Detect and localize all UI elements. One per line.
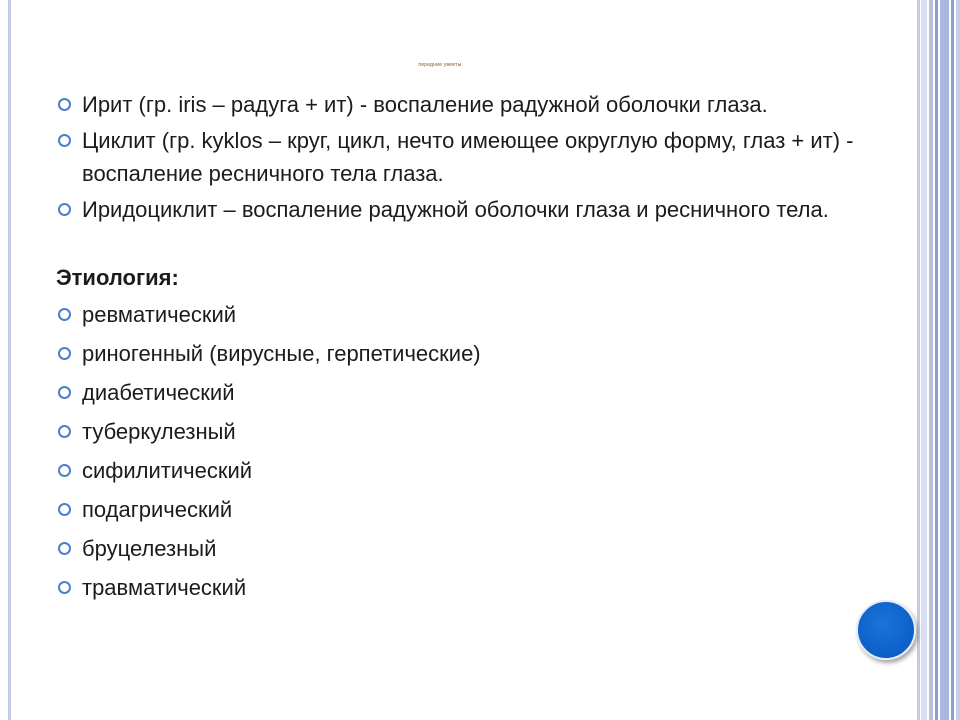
hollow-circle-bullet-icon (58, 134, 71, 147)
decor-stripe (929, 0, 933, 720)
list-item (56, 493, 886, 526)
slide-title: передние увеиты (418, 62, 462, 68)
definition-text: Иридоциклит – воспаление радужной оболочки глаза и ресничного тела. (82, 197, 829, 222)
decor-stripe (940, 0, 949, 720)
definition-text: Циклит (гр. kyklos – круг, цикл, нечто имеющее округлую форму, глаз + ит) - воспаление ресничного тела глаза. (82, 128, 854, 186)
etiology-text: подагрический (82, 497, 233, 522)
list-item (56, 337, 886, 370)
hollow-circle-bullet-icon (58, 203, 71, 216)
hollow-circle-bullet-icon (58, 98, 71, 111)
etiology-heading: Этиология: (56, 265, 179, 290)
hollow-circle-bullet-icon (58, 425, 71, 438)
decor-stripe (921, 0, 927, 720)
hollow-circle-bullet-icon (58, 308, 71, 321)
hollow-circle-bullet-icon (58, 386, 71, 399)
etiology-text: сифилитический (82, 458, 253, 483)
hollow-circle-bullet-icon (58, 347, 71, 360)
etiology-text: бруцелезный (82, 536, 217, 561)
decor-stripe (956, 0, 960, 720)
hollow-circle-bullet-icon (58, 464, 71, 477)
decor-stripe (935, 0, 938, 720)
etiology-text: диабетический (82, 380, 235, 405)
blue-circle-icon (856, 600, 916, 660)
list-item (56, 376, 886, 409)
definitions-list (56, 88, 886, 226)
list-item (56, 532, 886, 565)
decor-stripe (951, 0, 954, 720)
list-item (56, 298, 886, 331)
etiology-text: ревматический (82, 302, 237, 327)
hollow-circle-bullet-icon (58, 542, 71, 555)
etiology-text: туберкулезный (82, 419, 236, 444)
list-item (56, 454, 886, 487)
list-item (56, 571, 886, 604)
etiology-list (56, 298, 886, 604)
etiology-text: травматический (82, 575, 247, 600)
hollow-circle-bullet-icon (58, 503, 71, 516)
definition-text: Ирит (гр. iris – радуга + ит) - воспаление радужной оболочки глаза. (82, 92, 768, 117)
list-item (56, 88, 886, 121)
hollow-circle-bullet-icon (58, 581, 71, 594)
list-item (56, 124, 886, 190)
list-item (56, 415, 886, 448)
etiology-text: риногенный (вирусные, герпетические) (82, 341, 481, 366)
list-item (56, 193, 886, 226)
slide-content (56, 88, 886, 610)
